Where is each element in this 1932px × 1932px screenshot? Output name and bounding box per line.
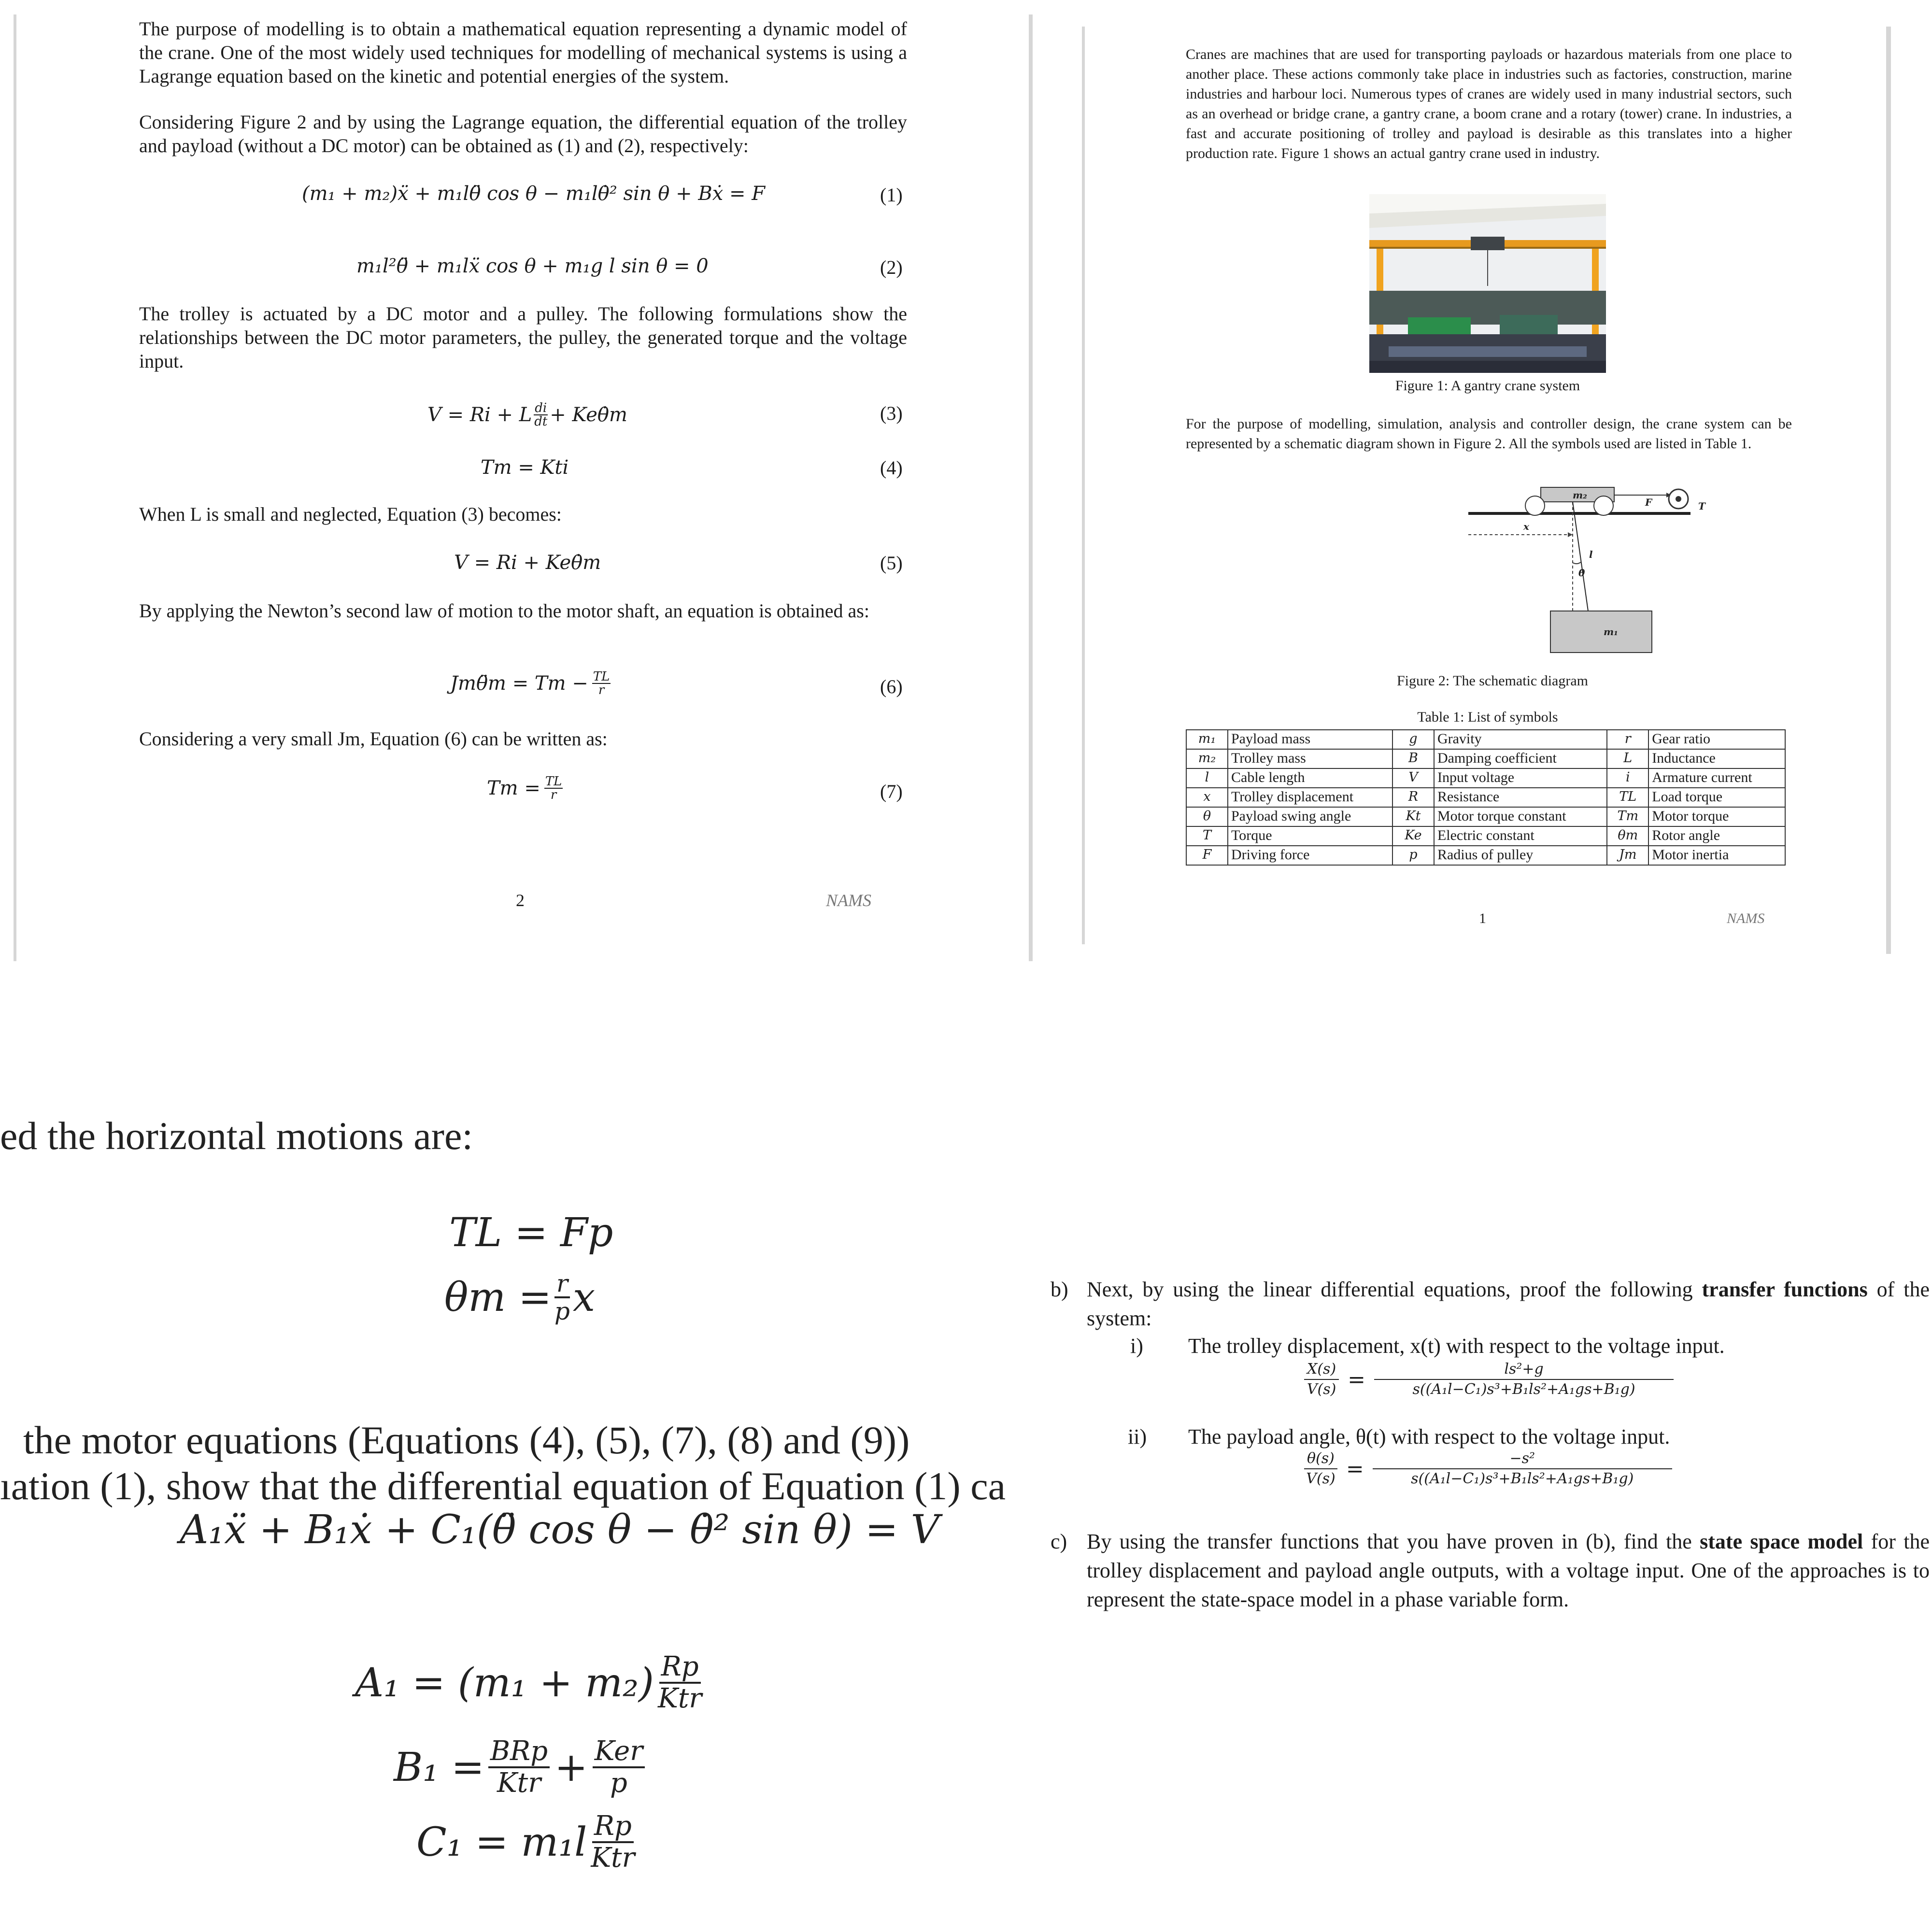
- gantry-crane-photo: [1369, 194, 1606, 373]
- equation-c1-fraction: [591, 1811, 635, 1873]
- equation-b1-denominator-1: Ktr: [497, 1767, 541, 1799]
- symbols-table: [1186, 729, 1786, 866]
- description-cell: Driving force: [1228, 846, 1392, 865]
- question-b-ii-text: The payload angle, θ(t) with respect to the voltage input.: [1188, 1425, 1670, 1449]
- description-cell: Load torque: [1648, 788, 1785, 807]
- equation-b1-denominator-2: p: [610, 1767, 627, 1799]
- description-cell: Input voltage: [1434, 768, 1607, 788]
- description-cell: Trolley displacement: [1228, 788, 1392, 807]
- schematic-label-x: x: [1523, 521, 1529, 532]
- symbols-table-body: [1186, 730, 1785, 865]
- symbol-cell: g: [1392, 730, 1434, 749]
- equation-3-numerator: di: [535, 401, 547, 415]
- description-cell: Motor inertia: [1648, 846, 1785, 865]
- symbol-cell: i: [1607, 768, 1648, 788]
- symbols-table-row: [1186, 846, 1785, 865]
- equation-9-lhs: θm =: [444, 1274, 552, 1321]
- equation-b1-lhs: B₁ =: [394, 1744, 484, 1790]
- page-2-left-edge: [14, 14, 16, 961]
- description-cell: Resistance: [1434, 788, 1607, 807]
- equation-9-denominator: p: [554, 1297, 570, 1325]
- description-cell: Electric constant: [1434, 826, 1607, 846]
- symbols-table-row: [1186, 826, 1785, 846]
- page-2-paragraph-1: The purpose of modelling is to obtain a mathematical equation representing a dynamic model of the crane. One of the most widely used techniques for modelling of mechanical systems is using a Lagrange equation based on the kinetic and potential energies of the system.: [139, 18, 907, 87]
- figure-2-caption: Figure 2: The schematic diagram: [1397, 673, 1588, 689]
- equation-b1-numerator-1: BRp: [488, 1736, 550, 1768]
- equation-6-fraction: [592, 670, 611, 696]
- question-c-text: [1087, 1527, 1930, 1614]
- symbol-cell: p: [1392, 846, 1434, 865]
- symbol-cell: x: [1186, 788, 1228, 807]
- page-1-paragraph-1: Cranes are machines that are used for transporting payloads or hazardous materials from one place to another place. These actions commonly take place in industries such as factories, construction, marine industries and harbour loci. Numerous types of cranes are widely used in many industrial sectors, such as an overhead or bridge crane, a gantry crane, a boom crane and a rotary (tower) crane. In industries, a fast and accurate positioning of trolley and payload is desirable as this translates into a higher production rate. Figure 1 shows an actual gantry crane used in industry.: [1186, 46, 1792, 161]
- table-1-caption: Table 1: List of symbols: [1417, 709, 1558, 725]
- schematic-cable: [1573, 502, 1588, 611]
- question-c-text-bold: state space model: [1700, 1530, 1863, 1553]
- equation-main: A₁ẍ + B₁ẋ + C₁(θ̈ cos θ − θ̇² sin θ) = V: [180, 1507, 939, 1553]
- equation-c1: [416, 1811, 635, 1873]
- symbol-cell: B: [1392, 749, 1434, 768]
- description-cell: Torque: [1228, 826, 1392, 846]
- symbol-cell: L: [1607, 749, 1648, 768]
- schematic-wheel-right: [1594, 496, 1613, 515]
- equation-7-numerator: TL: [545, 774, 562, 789]
- symbol-cell: θ: [1186, 807, 1228, 826]
- description-cell: Motor torque constant: [1434, 807, 1607, 826]
- transfer-function-2: [1304, 1449, 1672, 1489]
- transfer-function-1-numerator: ls²+g: [1374, 1360, 1674, 1380]
- equation-7-fraction: [544, 775, 563, 801]
- equation-b1-fraction-1: [488, 1736, 550, 1798]
- page-2-paragraph-6: Considering a very small Jm, Equation (6) can be written as:: [139, 728, 608, 750]
- equation-5: V = Ri + Keθ̇m: [454, 552, 601, 574]
- equation-9: [444, 1270, 595, 1324]
- symbol-cell: V: [1392, 768, 1434, 788]
- page-2-paragraph-4: When L is small and neglected, Equation (3) becomes:: [139, 503, 562, 525]
- symbol-cell: Kt: [1392, 807, 1434, 826]
- equation-8: TL = Fp: [449, 1210, 613, 1256]
- figure-1-caption: Figure 1: A gantry crane system: [1395, 378, 1580, 394]
- equation-9-fraction: [554, 1270, 570, 1324]
- equation-b1-numerator-2: Ker: [593, 1736, 645, 1768]
- page-2-number: 2: [516, 891, 525, 910]
- equation-6-lhs: Jmθ̈m = Tm −: [450, 672, 588, 695]
- symbol-cell: l: [1186, 768, 1228, 788]
- description-cell: Gravity: [1434, 730, 1607, 749]
- equation-6-denominator: r: [598, 683, 605, 697]
- equation-a1-lhs: A₁ = (m₁ + m₂): [355, 1660, 654, 1706]
- equation-a1-numerator: Rp: [659, 1652, 701, 1684]
- equation-a1-denominator: Ktr: [658, 1683, 702, 1714]
- equation-7-number: (7): [880, 781, 903, 802]
- equation-c1-numerator: Rp: [592, 1811, 634, 1843]
- schematic-diagram: [1463, 481, 1715, 654]
- equation-b1: [394, 1736, 645, 1798]
- transfer-function-2-lhs: [1304, 1449, 1337, 1489]
- transfer-function-1-lhs: [1304, 1360, 1339, 1399]
- symbols-table-row: [1186, 749, 1785, 768]
- description-cell: Motor torque: [1648, 807, 1785, 826]
- page-2-footer: NAMS: [826, 891, 871, 910]
- equation-b1-fraction-2: [593, 1736, 645, 1798]
- transfer-function-2-rhs: [1373, 1449, 1672, 1489]
- transfer-function-1-denominator: s((A₁l−C₁)s³+B₁ls²+A₁gs+B₁g): [1412, 1381, 1635, 1398]
- page-1-paragraph-2: For the purpose of modelling, simulation, analysis and controller design, the crane system can be represented by a schematic diagram shown in Figure 2. All the symbols used are listed in Table 1.: [1186, 416, 1792, 452]
- transfer-function-2-lhs-den: V(s): [1306, 1470, 1335, 1487]
- question-b-text: [1087, 1275, 1930, 1333]
- symbol-cell: m₁: [1186, 730, 1228, 749]
- symbols-table-row: [1186, 730, 1785, 749]
- symbol-cell: R: [1392, 788, 1434, 807]
- symbols-table-row: [1186, 788, 1785, 807]
- gantry-crane-photo-drawing: [1369, 194, 1606, 373]
- equation-3-number: (3): [880, 402, 903, 424]
- question-b-text-bold: transfer functions: [1702, 1278, 1868, 1301]
- page-1-right-edge: [1886, 27, 1891, 954]
- page-2-right-edge: [1029, 14, 1033, 961]
- symbol-cell: F: [1186, 846, 1228, 865]
- symbols-table-row: [1186, 807, 1785, 826]
- page-2-paragraph-5: By applying the Newton’s second law of motion to the motor shaft, an equation is obtained as:: [139, 600, 869, 622]
- equation-7: [487, 775, 563, 801]
- symbol-cell: Tm: [1607, 807, 1648, 826]
- schematic-angle-arc: [1573, 562, 1581, 564]
- equation-1: (m₁ + m₂)ẍ + m₁lθ̈ cos θ − m₁lθ̇² sin θ + Bẋ = F: [302, 183, 765, 205]
- question-b-i-text: The trolley displacement, x(t) with respect to the voltage input.: [1188, 1334, 1725, 1358]
- schematic-x-arrowhead: [1568, 532, 1573, 537]
- question-b-text-post: of the system:: [1087, 1278, 1930, 1330]
- description-cell: Rotor angle: [1648, 826, 1785, 846]
- transfer-function-2-equals: =: [1346, 1456, 1364, 1481]
- question-b-text-pre: Next, by using the linear differential equations, proof the following: [1087, 1278, 1702, 1301]
- equation-2-number: (2): [880, 256, 903, 278]
- question-b-i-label: i): [1130, 1334, 1143, 1358]
- schematic-label-m1: m₁: [1604, 626, 1618, 638]
- equation-9-rhs: x: [572, 1274, 596, 1321]
- description-cell: Cable length: [1228, 768, 1392, 788]
- transfer-function-2-lhs-num: θ(s): [1304, 1449, 1337, 1469]
- question-c-text-pre: By using the transfer functions that you have proven in (b), find the: [1087, 1530, 1700, 1553]
- question-c-label: c): [1051, 1530, 1067, 1553]
- equation-c1-denominator: Ktr: [591, 1842, 635, 1874]
- schematic-payload: [1550, 611, 1652, 653]
- transfer-function-2-denominator: s((A₁l−C₁)s³+B₁ls²+A₁gs+B₁g): [1411, 1470, 1634, 1487]
- equation-6-numerator: TL: [593, 669, 610, 684]
- schematic-pulley-hub: [1676, 496, 1681, 502]
- page-2-paragraph-2: Considering Figure 2 and by using the Lagrange equation, the differential equation of the trolley and payload (without a DC motor) can be obtained as (1) and (2), respectively:: [139, 111, 907, 156]
- equation-5-number: (5): [880, 552, 903, 574]
- equation-3-rhs: + Keθ̇m: [550, 404, 627, 426]
- symbol-cell: T: [1186, 826, 1228, 846]
- symbol-cell: Ke: [1392, 826, 1434, 846]
- question-b-label: b): [1051, 1278, 1068, 1301]
- description-cell: Gear ratio: [1648, 730, 1785, 749]
- description-cell: Payload mass: [1228, 730, 1392, 749]
- equation-6: [450, 670, 611, 696]
- page-1-number: 1: [1479, 910, 1486, 926]
- symbol-cell: r: [1607, 730, 1648, 749]
- schematic-wheel-left: [1525, 496, 1545, 515]
- schematic-label-l: l: [1589, 549, 1593, 560]
- question-b-ii-label: ii): [1128, 1425, 1147, 1449]
- question-c-text-post: for the trolley displacement and payload angle outputs, with a voltage input. One of the approaches is to represent the state-space model in a phase variable form.: [1087, 1530, 1930, 1611]
- description-cell: Radius of pulley: [1434, 846, 1607, 865]
- equation-1-number: (1): [880, 184, 903, 206]
- equation-4: Tm = Kti: [481, 456, 569, 479]
- transfer-function-1-equals: =: [1348, 1367, 1366, 1392]
- equation-3-denominator: dt: [534, 414, 548, 429]
- description-cell: Payload swing angle: [1228, 807, 1392, 826]
- equation-3-fraction: [534, 402, 548, 428]
- description-cell: Trolley mass: [1228, 749, 1392, 768]
- equation-4-number: (4): [880, 457, 903, 479]
- equation-3: [427, 402, 627, 428]
- symbols-table-row: [1186, 768, 1785, 788]
- equation-a1-fraction: [658, 1652, 702, 1714]
- transfer-function-1: [1304, 1360, 1674, 1399]
- page-2-paragraph-3: The trolley is actuated by a DC motor and a pulley. The following formulations show the relationships between the DC motor parameters, the pulley, the generated torque and the voltage input.: [139, 303, 907, 372]
- equation-b1-plus: +: [554, 1744, 588, 1790]
- description-cell: Inductance: [1648, 749, 1785, 768]
- schematic-label-m2: m₂: [1573, 489, 1587, 501]
- symbol-cell: m₂: [1186, 749, 1228, 768]
- schematic-label-t: T: [1698, 500, 1705, 512]
- crop-text-line-3: ıation (1), show that the differential equation of Equation (1) ca: [0, 1464, 1006, 1508]
- symbol-cell: TL: [1607, 788, 1648, 807]
- transfer-function-1-rhs: [1374, 1360, 1674, 1399]
- crop-text-line-2: the motor equations (Equations (4), (5), (7), (8) and (9)): [23, 1418, 910, 1462]
- equation-6-number: (6): [880, 676, 903, 697]
- equation-a1: [355, 1652, 702, 1714]
- equation-7-denominator: r: [550, 788, 557, 802]
- symbol-cell: Jm: [1607, 846, 1648, 865]
- description-cell: Armature current: [1648, 768, 1785, 788]
- equation-3-lhs: V = Ri + L: [427, 404, 532, 426]
- equation-9-numerator: r: [554, 1270, 570, 1298]
- page-1-footer: NAMS: [1727, 910, 1765, 926]
- symbol-cell: θm: [1607, 826, 1648, 846]
- schematic-label-f: F: [1645, 497, 1652, 508]
- page-1-left-edge: [1082, 27, 1085, 944]
- equation-2: m₁l²θ̈ + m₁lẍ cos θ + m₁g l sin θ = 0: [356, 255, 709, 277]
- transfer-function-1-lhs-den: V(s): [1307, 1381, 1336, 1398]
- equation-7-lhs: Tm =: [487, 777, 540, 799]
- crop-heading-line: ed the horizontal motions are:: [0, 1114, 473, 1158]
- description-cell: Damping coefficient: [1434, 749, 1607, 768]
- transfer-function-1-lhs-num: X(s): [1304, 1360, 1339, 1380]
- equation-c1-lhs: C₁ = m₁l: [416, 1819, 587, 1865]
- schematic-label-theta: θ: [1578, 567, 1585, 579]
- transfer-function-2-numerator: −s²: [1373, 1449, 1672, 1469]
